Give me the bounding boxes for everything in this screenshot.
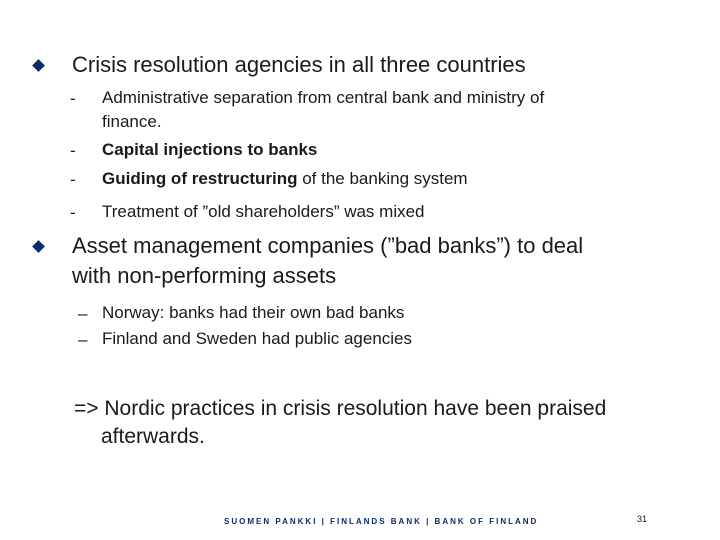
dash-marker: - xyxy=(70,141,76,160)
dash-marker: - xyxy=(70,203,76,222)
sub-bullet-finland-sweden: Finland and Sweden had public agencies xyxy=(102,329,413,348)
bold-text: Guiding of restructuring xyxy=(102,169,298,188)
plain-text: of the banking system xyxy=(297,169,468,188)
bullet-asset-management-cont: with non-performing assets xyxy=(72,263,337,288)
footer-bank-name: SUOMEN PANKKI | FINLANDS BANK | BANK OF FINLAND xyxy=(224,517,539,526)
conclusion-line: => Nordic practices in crisis resolution have been praised xyxy=(74,397,607,420)
sub-bullet-administrative: Administrative separation from central bank and ministry of xyxy=(102,88,545,107)
sub-bullet-norway: Norway: banks had their own bad banks xyxy=(102,303,405,322)
sub-bullet-restructuring xyxy=(102,165,468,193)
bullet-crisis-resolution: Crisis resolution agencies in all three countries xyxy=(72,52,526,77)
dash-marker: - xyxy=(70,170,76,189)
sub-bullet-capital-injections xyxy=(102,136,317,164)
dash-marker: - xyxy=(70,89,76,108)
sub-bullet-administrative-cont: finance. xyxy=(102,112,162,131)
bold-text: Capital injections to banks xyxy=(102,140,318,159)
conclusion-line-cont: afterwards. xyxy=(101,425,205,448)
dash-marker: – xyxy=(78,330,88,349)
bullet-asset-management: Asset management companies (”bad banks”) to deal xyxy=(72,233,584,258)
dash-marker: – xyxy=(78,304,88,323)
sub-bullet-old-shareholders: Treatment of ”old shareholders” was mixed xyxy=(102,202,425,221)
page-number: 31 xyxy=(637,514,648,524)
